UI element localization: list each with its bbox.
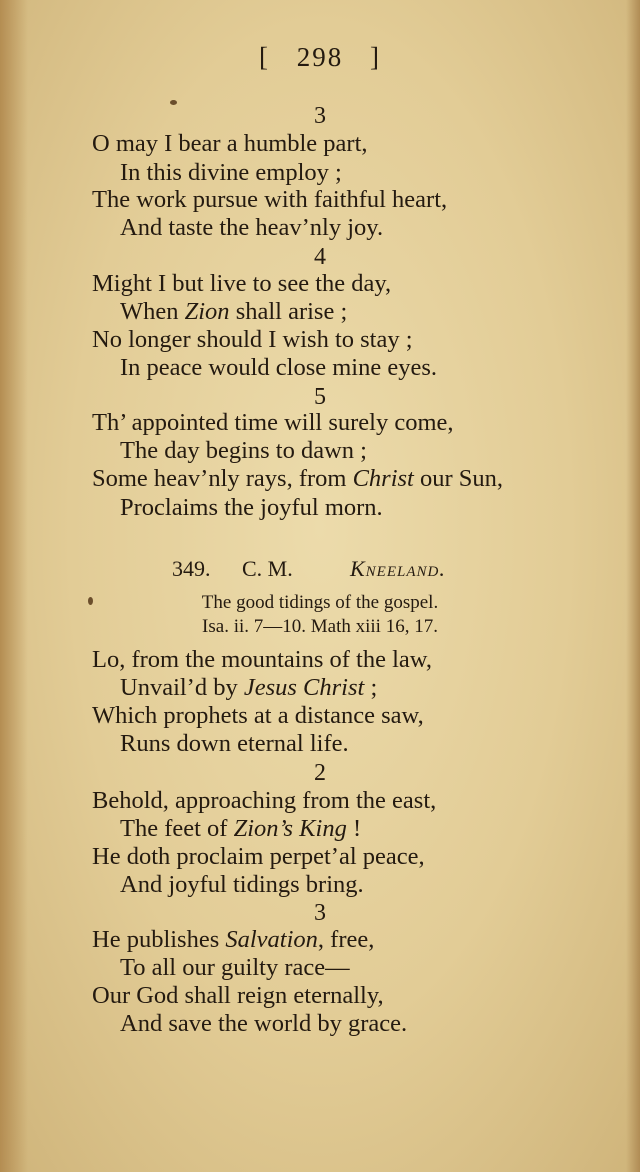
text-run: shall arise ; (235, 298, 348, 325)
verse-number: 2 (314, 760, 326, 786)
text-run: Unvail’d by (120, 674, 238, 701)
verse-line: And taste the heav’nly joy. (120, 214, 384, 241)
text-run-italic: Zion (184, 298, 230, 325)
text-run-italic: Salvation (225, 926, 318, 953)
text-run: ; (364, 674, 378, 701)
verse-line: To all our guilty race— (120, 954, 350, 981)
verse-line (120, 300, 347, 325)
hymn-subtitle: The good tidings of the gospel. (201, 592, 439, 613)
verse-line: And joyful tidings bring. (120, 871, 364, 898)
verse-line: Runs down eternal life. (120, 730, 349, 757)
hymn-number: 349. (172, 556, 211, 581)
bracket-right: ] (370, 42, 381, 72)
page-edge-right (626, 0, 640, 1172)
verse-line: Lo, from the mountains of the law, (92, 646, 432, 673)
text-run-italic: Zion’s King (233, 815, 347, 842)
text-run: When (120, 298, 179, 325)
text-run: , free, (317, 926, 375, 953)
verse-line: No longer should I wish to stay ; (92, 326, 413, 353)
verse-line: In this divine employ ; (120, 159, 342, 186)
verse-number: 3 (314, 103, 326, 129)
verse-number: 5 (314, 384, 326, 410)
text-run-italic: Christ (352, 465, 414, 492)
verse-number: 4 (314, 244, 326, 270)
verse-line: And save the world by grace. (120, 1010, 408, 1037)
text-run: Some heav’nly rays, from (92, 465, 347, 492)
verse-line: Might I but live to see the day, (92, 270, 392, 297)
verse-line: O may I bear a humble part, (92, 130, 368, 157)
verse-number: 3 (314, 900, 326, 926)
text-run: our Sun, (420, 465, 504, 492)
bracket-left: [ (259, 42, 270, 72)
hymn-tune: Kneeland. (350, 556, 446, 581)
verse-line (120, 676, 377, 701)
verse-line: Which prophets at a distance saw, (92, 702, 424, 729)
text-run: The feet of (120, 815, 228, 842)
verse-line (92, 928, 374, 953)
verse-line: In peace would close mine eyes. (120, 354, 438, 381)
text-run: ! (346, 815, 362, 842)
scripture-reference: Isa. ii. 7—10. Math xiii 16, 17. (202, 616, 438, 637)
page-number: 298 (296, 42, 344, 72)
verse-line: Th’ appointed time will surely come, (92, 409, 454, 436)
verse-line (92, 467, 503, 492)
page-edge-left (0, 0, 28, 1172)
hymn-meter: C. M. (242, 556, 293, 581)
verse-line: Our God shall reign eternally, (92, 982, 384, 1009)
page-header (0, 42, 640, 73)
text-run: He publishes (92, 926, 220, 953)
verse-line: The day begins to dawn ; (120, 437, 367, 464)
verse-line: Proclaims the joyful morn. (120, 494, 383, 521)
verse-line: He doth proclaim perpet’al peace, (92, 843, 425, 870)
verse-line (120, 817, 361, 842)
verse-line: Behold, approaching from the east, (92, 787, 437, 814)
verse-line: The work pursue with faithful heart, (92, 186, 448, 213)
text-run-italic: Jesus Christ (243, 674, 365, 701)
